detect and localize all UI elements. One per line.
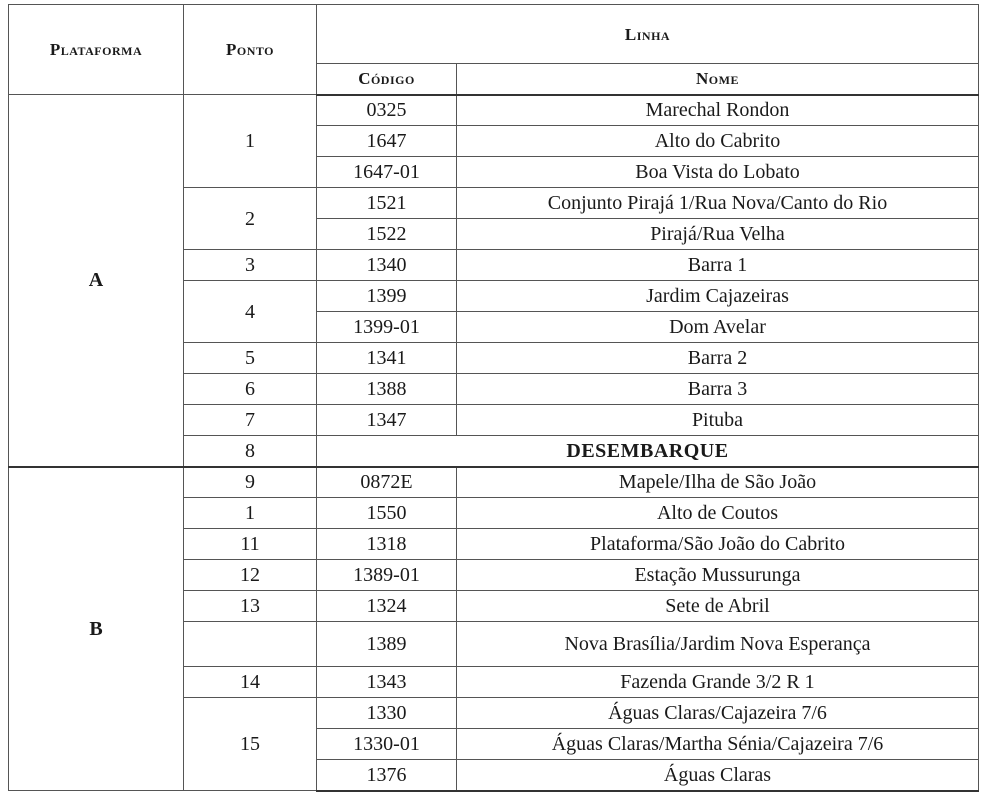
ponto-cell: 2 — [184, 188, 317, 250]
ponto-cell: 1 — [184, 95, 317, 188]
table-row — [9, 467, 979, 498]
codigo-cell: 1389 — [317, 622, 457, 667]
nome-cell: Estação Mussurunga — [457, 560, 979, 591]
codigo-cell: 1341 — [317, 343, 457, 374]
codigo-cell: 1318 — [317, 529, 457, 560]
nome-cell: Sete de Abril — [457, 591, 979, 622]
codigo-cell: 1388 — [317, 374, 457, 405]
bus-platform-table — [8, 4, 979, 792]
ponto-cell: 3 — [184, 250, 317, 281]
table-row — [9, 95, 979, 126]
nome-cell: Barra 1 — [457, 250, 979, 281]
ponto-cell: 13 — [184, 591, 317, 622]
codigo-cell: 1550 — [317, 498, 457, 529]
codigo-cell: 1647-01 — [317, 157, 457, 188]
header-nome: Nome — [457, 64, 979, 95]
platform-cell: B — [9, 467, 184, 791]
ponto-cell: 7 — [184, 405, 317, 436]
codigo-cell: 1330-01 — [317, 729, 457, 760]
nome-cell: Marechal Rondon — [457, 95, 979, 126]
nome-cell: Águas Claras/Cajazeira 7/6 — [457, 698, 979, 729]
nome-cell: Conjunto Pirajá 1/Rua Nova/Canto do Rio — [457, 188, 979, 219]
nome-cell: Barra 2 — [457, 343, 979, 374]
nome-cell: Águas Claras/Martha Sénia/Cajazeira 7/6 — [457, 729, 979, 760]
ponto-cell: 12 — [184, 560, 317, 591]
codigo-cell: 1522 — [317, 219, 457, 250]
codigo-cell: 1376 — [317, 760, 457, 791]
ponto-cell: 1 — [184, 498, 317, 529]
codigo-cell: 1330 — [317, 698, 457, 729]
nome-cell: Nova Brasília/Jardim Nova Esperança — [457, 622, 979, 667]
nome-cell: Boa Vista do Lobato — [457, 157, 979, 188]
nome-cell: Alto do Cabrito — [457, 126, 979, 157]
codigo-cell: 0325 — [317, 95, 457, 126]
header-codigo: Código — [317, 64, 457, 95]
header-linha: Linha — [317, 5, 979, 64]
ponto-cell: 4 — [184, 281, 317, 343]
header-ponto: Ponto — [184, 5, 317, 95]
header-plataforma: Plataforma — [9, 5, 184, 95]
codigo-cell: 1521 — [317, 188, 457, 219]
platform-cell: A — [9, 95, 184, 467]
ponto-cell: 6 — [184, 374, 317, 405]
codigo-cell: 1647 — [317, 126, 457, 157]
codigo-cell: 0872E — [317, 467, 457, 498]
codigo-cell: 1347 — [317, 405, 457, 436]
nome-cell: Alto de Coutos — [457, 498, 979, 529]
codigo-cell: 1340 — [317, 250, 457, 281]
nome-cell: Mapele/Ilha de São João — [457, 467, 979, 498]
nome-cell: Fazenda Grande 3/2 R 1 — [457, 667, 979, 698]
ponto-cell: 5 — [184, 343, 317, 374]
ponto-cell: 11 — [184, 529, 317, 560]
ponto-cell: 8 — [184, 436, 317, 467]
ponto-cell: 14 — [184, 667, 317, 698]
codigo-cell: 1324 — [317, 591, 457, 622]
nome-cell: Pirajá/Rua Velha — [457, 219, 979, 250]
nome-cell: Pituba — [457, 405, 979, 436]
nome-cell: Plataforma/São João do Cabrito — [457, 529, 979, 560]
ponto-cell: 15 — [184, 698, 317, 791]
codigo-cell: 1389-01 — [317, 560, 457, 591]
ponto-cell: 9 — [184, 467, 317, 498]
nome-cell: Dom Avelar — [457, 312, 979, 343]
ponto-cell — [184, 622, 317, 667]
codigo-cell: 1399-01 — [317, 312, 457, 343]
nome-cell: Jardim Cajazeiras — [457, 281, 979, 312]
nome-cell: Barra 3 — [457, 374, 979, 405]
nome-cell: Águas Claras — [457, 760, 979, 791]
table-body — [9, 95, 979, 791]
desembarque-cell: DESEMBARQUE — [317, 436, 979, 467]
codigo-cell: 1343 — [317, 667, 457, 698]
codigo-cell: 1399 — [317, 281, 457, 312]
